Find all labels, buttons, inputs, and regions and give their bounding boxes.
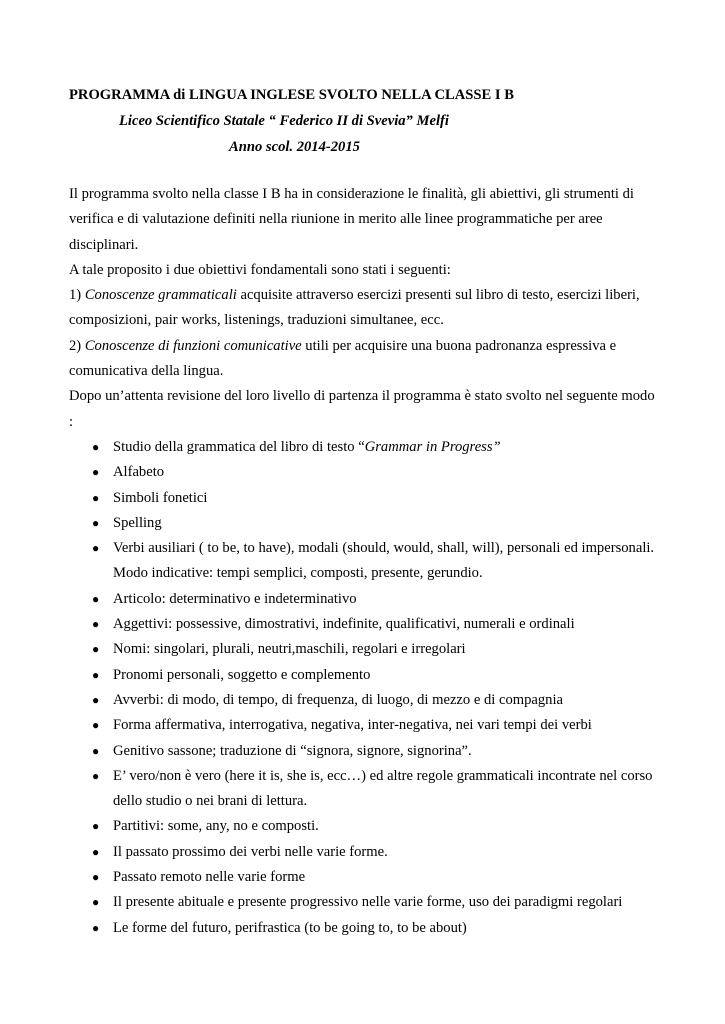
objective-2 (69, 334, 659, 385)
list-item-text: Partitivi: some, any, no e composti. (113, 818, 319, 835)
list-item (69, 865, 659, 890)
bullet-icon: ● (92, 439, 100, 454)
list-item (69, 663, 659, 688)
bullet-icon: ● (92, 692, 100, 707)
list-item (69, 511, 659, 536)
list-item (69, 486, 659, 511)
list-item (69, 764, 659, 815)
bullet-icon: ● (92, 465, 100, 480)
list-item (69, 840, 659, 865)
objectives-intro: A tale proposito i due obiettivi fondamentali sono stati i seguenti: (69, 261, 451, 278)
list-item-text: Verbi ausiliari ( to be, to have), modali (should, would, shall, will), personali ed impersonali. Modo indicative: tempi semplici, composti, presente, gerundio. (113, 540, 655, 582)
list-item (69, 587, 659, 612)
topics-list (69, 435, 659, 941)
bullet-icon: ● (92, 920, 100, 935)
list-item (69, 612, 659, 637)
list-item-text: Passato remoto nelle varie forme (113, 869, 306, 886)
list-item-text: Simboli fonetici (113, 489, 208, 506)
list-item-text: Spelling (113, 514, 162, 531)
list-item-text: Pronomi personali, soggetto e complemento (113, 666, 371, 683)
list-item-text: Genitivo sassone; traduzione di “signora, signore, signorina”. (113, 742, 472, 759)
list-item-text: Aggettivi: possessive, dimostrativi, indefinite, qualificativi, numerali e ordinali (113, 616, 575, 633)
list-item (69, 713, 659, 738)
list-item-text: Avverbi: di modo, di tempo, di frequenza, di luogo, di mezzo e di compagnia (113, 691, 563, 708)
list-item (69, 890, 659, 915)
list-item (69, 536, 659, 587)
list-item-text: Forma affermativa, interrogativa, negativa, inter-negativa, nei vari tempi dei verbi (113, 717, 592, 734)
school-year: Anno scol. 2014-2015 (229, 139, 360, 155)
list-item (69, 814, 659, 839)
bullet-icon: ● (92, 541, 100, 556)
list-item-text: Articolo: determinativo e indeterminativo (113, 590, 357, 607)
list-item (69, 435, 659, 460)
objective-1-number: 1) (69, 287, 85, 304)
list-item-text: Il passato prossimo dei verbi nelle varie forme. (113, 843, 388, 860)
list-item (69, 916, 659, 941)
bullet-icon: ● (92, 591, 100, 606)
document-title: PROGRAMMA di LINGUA INGLESE SVOLTO NELLA CLASSE I B (69, 87, 514, 103)
objective-1 (69, 283, 659, 334)
list-item (69, 460, 659, 485)
objective-2-title: Conoscenze di funzioni comunicative (84, 337, 302, 354)
bullet-icon: ● (92, 718, 100, 733)
textbook-title: Grammar in Progress” (364, 438, 501, 455)
intro-paragraph: Il programma svolto nella classe I B ha in considerazione le finalità, gli abiettivi, gli strumenti di verifica e di valutazione definiti nella riunione in merito alle linee programmatiche per aree disciplinari. (69, 186, 634, 253)
bullet-icon: ● (92, 844, 100, 859)
method-paragraph: Dopo un’attenta revisione del loro livello di partenza il programma è stato svolto nel seguente modo : (69, 388, 655, 430)
bullet-icon: ● (92, 617, 100, 632)
bullet-icon: ● (92, 490, 100, 505)
bullet-icon: ● (92, 870, 100, 885)
list-item-text: Alfabeto (113, 464, 165, 481)
list-item-text: Nomi: singolari, plurali, neutri,maschili, regolari e irregolari (113, 641, 466, 658)
bullet-icon: ● (92, 819, 100, 834)
objective-2-text: utili per acquisire una buona padronanza espressiva e comunicativa della lingua. (69, 337, 617, 380)
bullet-icon: ● (92, 667, 100, 682)
list-item-text: Studio della grammatica del libro di testo “ (113, 438, 365, 455)
bullet-icon: ● (92, 768, 100, 783)
document-body (69, 182, 659, 941)
objective-1-text: acquisite attraverso esercizi presenti sul libro di testo, esercizi liberi, composizioni, pair works, listenings, traduzioni simultanee, ecc. (69, 287, 640, 329)
bullet-icon: ● (92, 642, 100, 657)
list-item (69, 637, 659, 662)
list-item (69, 688, 659, 713)
list-item-text: Il presente abituale e presente progressivo nelle varie forme, uso dei paradigmi regolari (113, 894, 623, 911)
list-item-text: E’ vero/non è vero (here it is, she is, ecc…) ed altre regole grammaticali incontrate nel corso dello studio o nei brani di lettura. (113, 767, 653, 810)
bullet-icon: ● (92, 515, 100, 530)
objective-2-number: 2) (69, 337, 85, 354)
list-item-text: Le forme del futuro, perifrastica (to be going to, to be about) (113, 919, 467, 936)
list-item (69, 739, 659, 764)
objective-1-title: Conoscenze grammaticali (84, 287, 237, 304)
school-name: Liceo Scientifico Statale “ Federico II di Svevia” Melfi (119, 113, 449, 129)
bullet-icon: ● (92, 895, 100, 910)
bullet-icon: ● (92, 743, 100, 758)
